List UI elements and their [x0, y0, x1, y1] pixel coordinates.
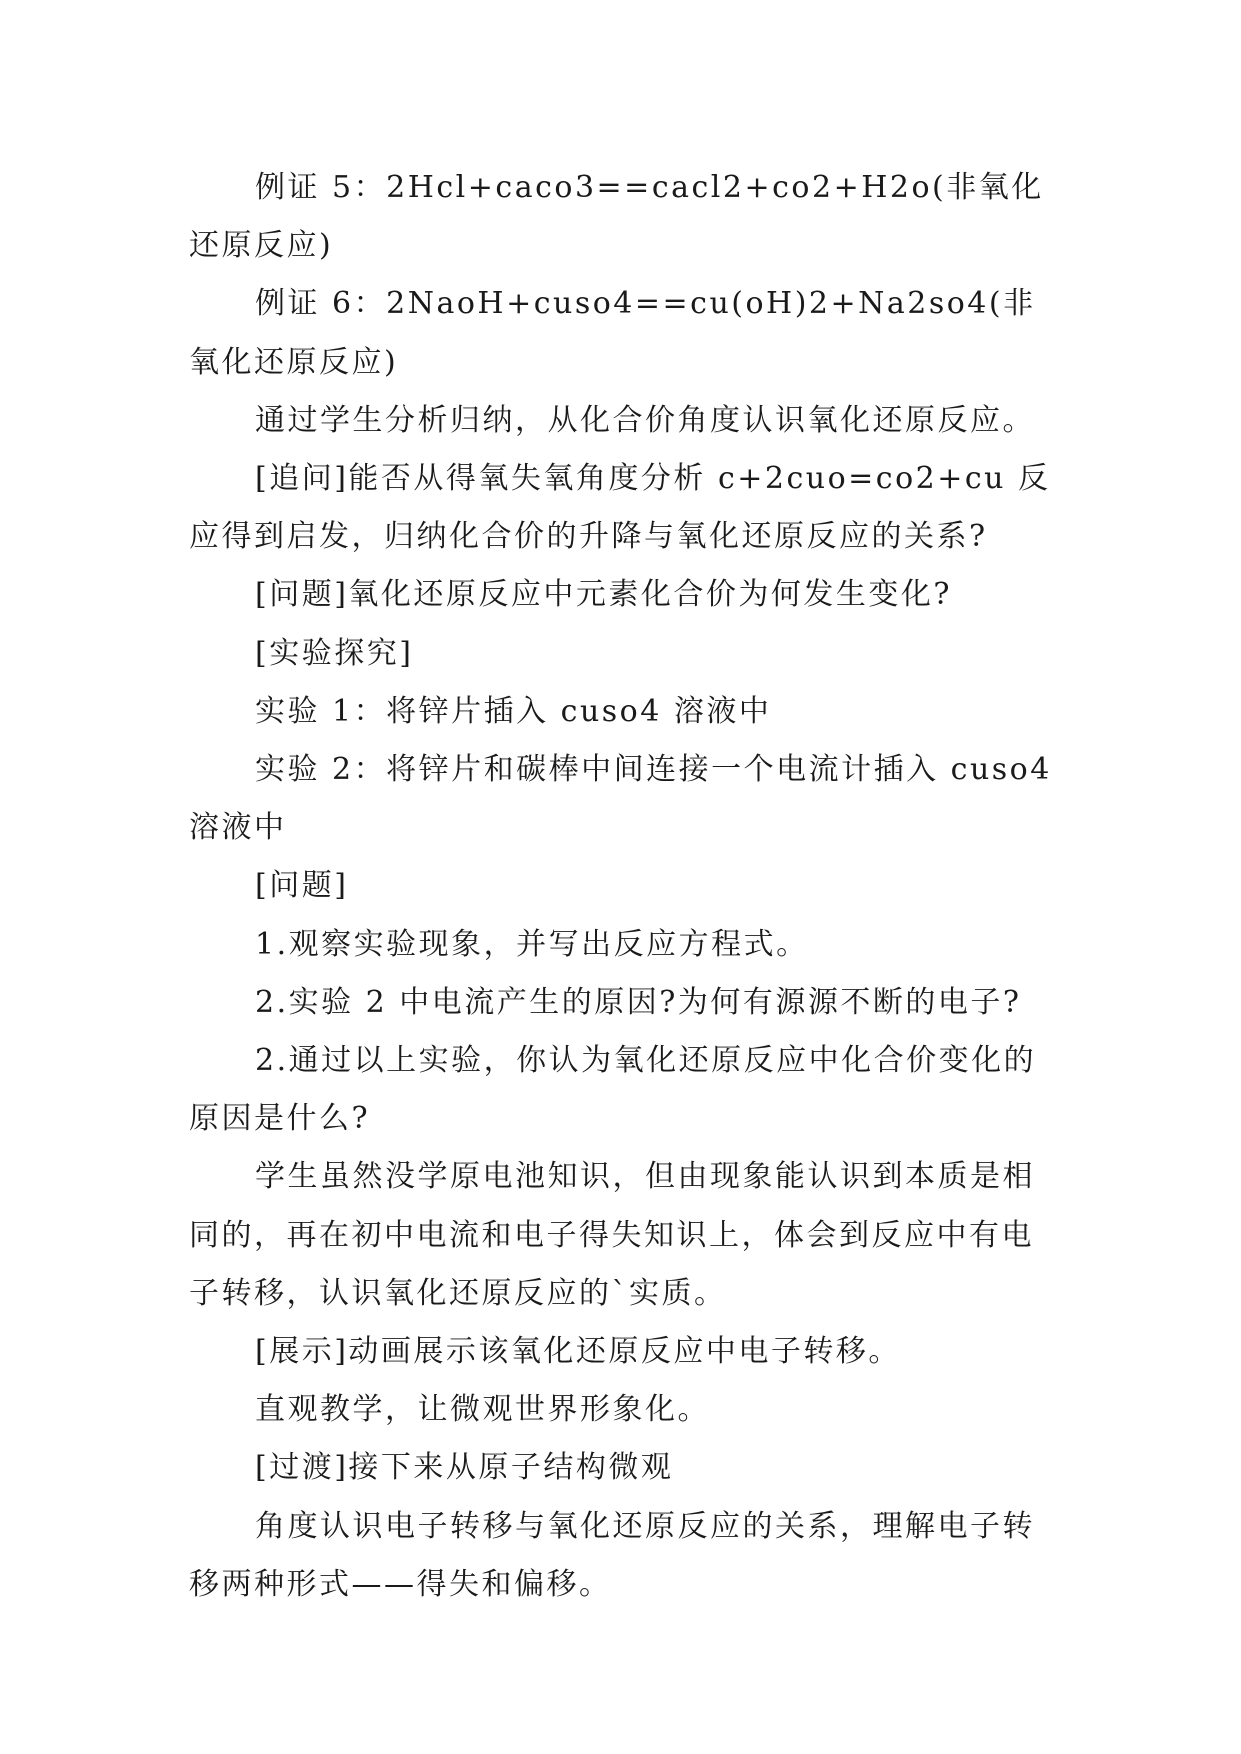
- paragraph-question: [问题]氧化还原反应中元素化合价为何发生变化?: [255, 577, 952, 613]
- paragraph-student-insight: 学生虽然没学原电池知识，但由现象能认识到本质是相同的，再在初中电流和电子得失知识上，体会到反应中有电子转移，认识氧化还原反应的`实质。: [189, 1159, 1035, 1311]
- paragraph-question-2: 2.实验 2 中电流产生的原因?为何有源源不断的电子?: [255, 984, 1022, 1020]
- paragraph-example-5: 例证 5：2Hcl+caco3==cacl2+co2+H2o(非氧化还原反应): [189, 170, 1044, 264]
- paragraph-example-6: 例证 6：2NaoH+cuso4==cu(oH)2+Na2so4(非氧化还原反应): [189, 286, 1036, 380]
- paragraph-demonstration: [展示]动画展示该氧化还原反应中电子转移。: [255, 1334, 901, 1370]
- paragraph-experiment-heading: [实验探究]: [255, 635, 414, 671]
- paragraph-follow-up-question: [追问]能否从得氧失氧角度分析 c+2cuo=co2+cu 反应得到启发，归纳化合价的升降与氧化还原反应的关系?: [189, 461, 1051, 555]
- paragraph-intuitive-teaching: 直观教学，让微观世界形象化。: [255, 1392, 710, 1428]
- paragraph-electron-transfer: 角度认识电子转移与氧化还原反应的关系，理解电子转移两种形式——得失和偏移。: [189, 1508, 1035, 1602]
- paragraph-question-1: 1.观察实验现象，并写出反应方程式。: [255, 926, 809, 962]
- paragraph-question-heading: [问题]: [255, 868, 349, 904]
- paragraph-summary: 通过学生分析归纳，从化合价角度认识氧化还原反应。: [255, 402, 1035, 438]
- paragraph-experiment-1: 实验 1：将锌片插入 cuso4 溶液中: [255, 693, 772, 729]
- document-body: [189, 159, 1064, 1614]
- paragraph-experiment-2: 实验 2：将锌片和碳棒中间连接一个电流计插入 cuso4 溶液中: [189, 752, 1052, 846]
- paragraph-transition: [过渡]接下来从原子结构微观: [255, 1450, 674, 1486]
- paragraph-question-3: 2.通过以上实验，你认为氧化还原反应中化合价变化的原因是什么?: [189, 1043, 1037, 1137]
